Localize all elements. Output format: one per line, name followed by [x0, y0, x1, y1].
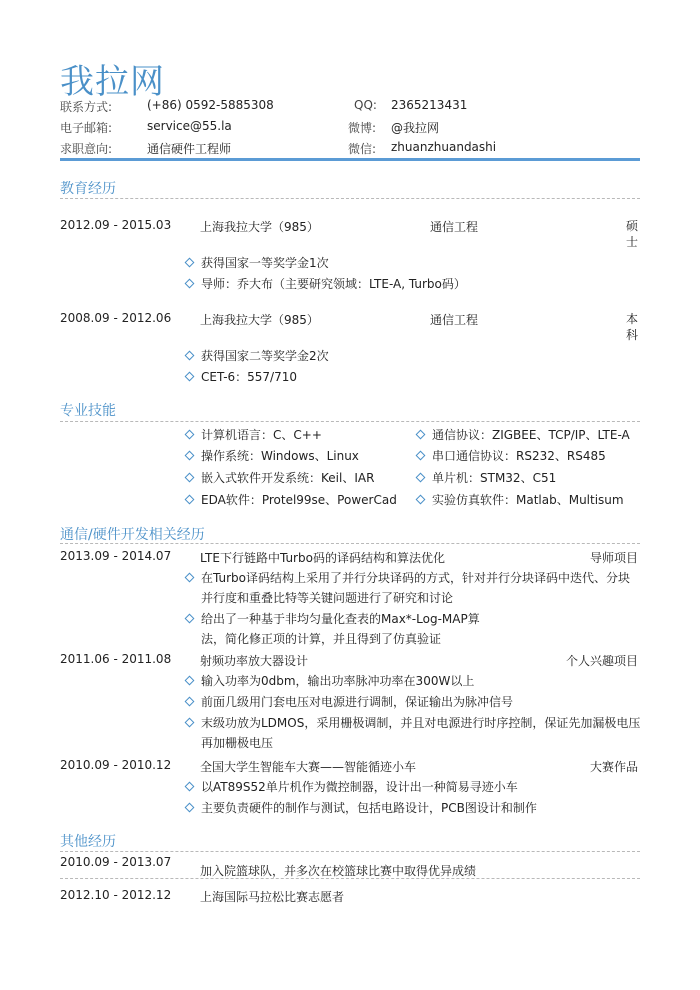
- weibo-label: 微博:: [348, 121, 377, 135]
- diamond-bullet-icon: [416, 451, 426, 461]
- diamond-bullet-icon: [185, 430, 195, 440]
- section-divider: [60, 543, 640, 544]
- list-item: 在Turbo译码结构上采用了并行分块译码的方式，针对并行分块译码中迭代、分块并行度和重叠比特等关键问题进行了研究和讨论: [185, 568, 641, 608]
- skill-item: 通信协议：ZIGBEE、TCP/IP、LTE-A: [416, 425, 630, 445]
- header-divider: [60, 158, 640, 161]
- diamond-bullet-icon: [185, 495, 195, 505]
- section-divider: [60, 421, 640, 422]
- other-date: 2010.09 - 2013.07: [60, 855, 172, 869]
- section-divider: [60, 198, 640, 199]
- diamond-bullet-icon: [185, 451, 195, 461]
- email-label: 电子邮箱:: [60, 121, 113, 135]
- row-divider: [60, 878, 640, 879]
- diamond-bullet-icon: [185, 803, 195, 813]
- skill-item: 实验仿真软件：Matlab、Multisum: [416, 490, 624, 510]
- skills-section-title: 专业技能: [60, 403, 116, 419]
- diamond-bullet-icon: [185, 258, 195, 268]
- wechat-value: zhuanzhuandashi: [391, 140, 497, 154]
- contact-value: (+86) 0592-5885308: [147, 98, 274, 112]
- diamond-bullet-icon: [416, 495, 426, 505]
- skill-item: 计算机语言：C、C++: [185, 425, 322, 445]
- diamond-bullet-icon: [416, 430, 426, 440]
- edu-school: 上海我拉大学（985）: [200, 220, 319, 234]
- list-item: 末级功放为LDMOS，采用栅极调制，并且对电源进行时序控制，保证先加漏极电压再加栅极电压: [185, 713, 651, 753]
- intent-value: 通信硬件工程师: [147, 142, 232, 156]
- skill-item: 单片机：STM32、C51: [416, 468, 556, 488]
- diamond-bullet-icon: [185, 473, 195, 483]
- qq-label: QQ:: [354, 98, 377, 112]
- project-name: LTE下行链路中Turbo码的译码结构和算法优化: [200, 551, 445, 565]
- list-item: 获得国家一等奖学金1次: [185, 253, 329, 273]
- diamond-bullet-icon: [416, 473, 426, 483]
- skill-item: 嵌入式软件开发系统：Keil、IAR: [185, 468, 374, 488]
- list-item: 获得国家二等奖学金2次: [185, 346, 329, 366]
- diamond-bullet-icon: [185, 718, 195, 728]
- diamond-bullet-icon: [185, 697, 195, 707]
- list-item: 给出了一种基于非均匀量化查表的Max*-Log-MAP算法，简化修正项的计算，并且得到了仿真验证: [185, 609, 481, 649]
- resume-name: 我拉网: [60, 62, 165, 102]
- diamond-bullet-icon: [185, 573, 195, 583]
- contact-label: 联系方式:: [60, 100, 113, 114]
- email-value[interactable]: service@55.la: [147, 119, 232, 133]
- edu-date: 2008.09 - 2012.06: [60, 311, 172, 325]
- edu-major: 通信工程: [430, 313, 479, 327]
- intent-label: 求职意向:: [60, 142, 113, 156]
- list-item: 以AT89S52单片机作为微控制器，设计出一种简易寻迹小车: [185, 777, 518, 797]
- diamond-bullet-icon: [185, 676, 195, 686]
- qq-value: 2365213431: [391, 98, 468, 112]
- edu-degree: 硕 士: [626, 219, 639, 249]
- edu-school: 上海我拉大学（985）: [200, 313, 319, 327]
- diamond-bullet-icon: [185, 782, 195, 792]
- projects-section-title: 通信/硬件开发相关经历: [60, 527, 205, 543]
- edu-degree: 本 科: [626, 312, 639, 342]
- section-divider: [60, 851, 640, 852]
- skill-item: 串口通信协议：RS232、RS485: [416, 446, 606, 466]
- diamond-bullet-icon: [185, 279, 195, 289]
- list-item: 导师：乔大布（主要研究领域：LTE-A, Turbo码）: [185, 274, 466, 294]
- wechat-label: 微信:: [348, 142, 377, 156]
- project-date: 2010.09 - 2010.12: [60, 758, 172, 772]
- project-date: 2013.09 - 2014.07: [60, 549, 172, 563]
- project-type: 个人兴趣项目: [565, 654, 638, 668]
- project-type: 导师项目: [589, 551, 638, 565]
- edu-date: 2012.09 - 2015.03: [60, 218, 172, 232]
- other-date: 2012.10 - 2012.12: [60, 888, 172, 902]
- list-item: 输入功率为0dbm，输出功率脉冲功率在300W以上: [185, 671, 474, 691]
- list-item: CET-6：557/710: [185, 367, 297, 387]
- project-type: 大赛作品: [589, 760, 638, 774]
- other-text: 加入院篮球队，并多次在校篮球比赛中取得优异成绩: [200, 864, 477, 878]
- project-name: 全国大学生智能车大赛——智能循迹小车: [200, 760, 417, 774]
- diamond-bullet-icon: [185, 372, 195, 382]
- skill-item: EDA软件：Protel99se、PowerCad: [185, 490, 397, 510]
- edu-major: 通信工程: [430, 220, 479, 234]
- diamond-bullet-icon: [185, 614, 195, 624]
- other-text: 上海国际马拉松比赛志愿者: [200, 890, 345, 904]
- list-item: 前面几级用门套电压对电源进行调制，保证输出为脉冲信号: [185, 692, 513, 712]
- list-item: 主要负责硬件的制作与测试，包括电路设计，PCB图设计和制作: [185, 798, 537, 818]
- other-section-title: 其他经历: [60, 834, 116, 850]
- skill-item: 操作系统：Windows、Linux: [185, 446, 359, 466]
- weibo-value: @我拉网: [391, 121, 440, 135]
- diamond-bullet-icon: [185, 351, 195, 361]
- education-section-title: 教育经历: [60, 181, 116, 197]
- project-name: 射频功率放大器设计: [200, 654, 309, 668]
- project-date: 2011.06 - 2011.08: [60, 652, 172, 666]
